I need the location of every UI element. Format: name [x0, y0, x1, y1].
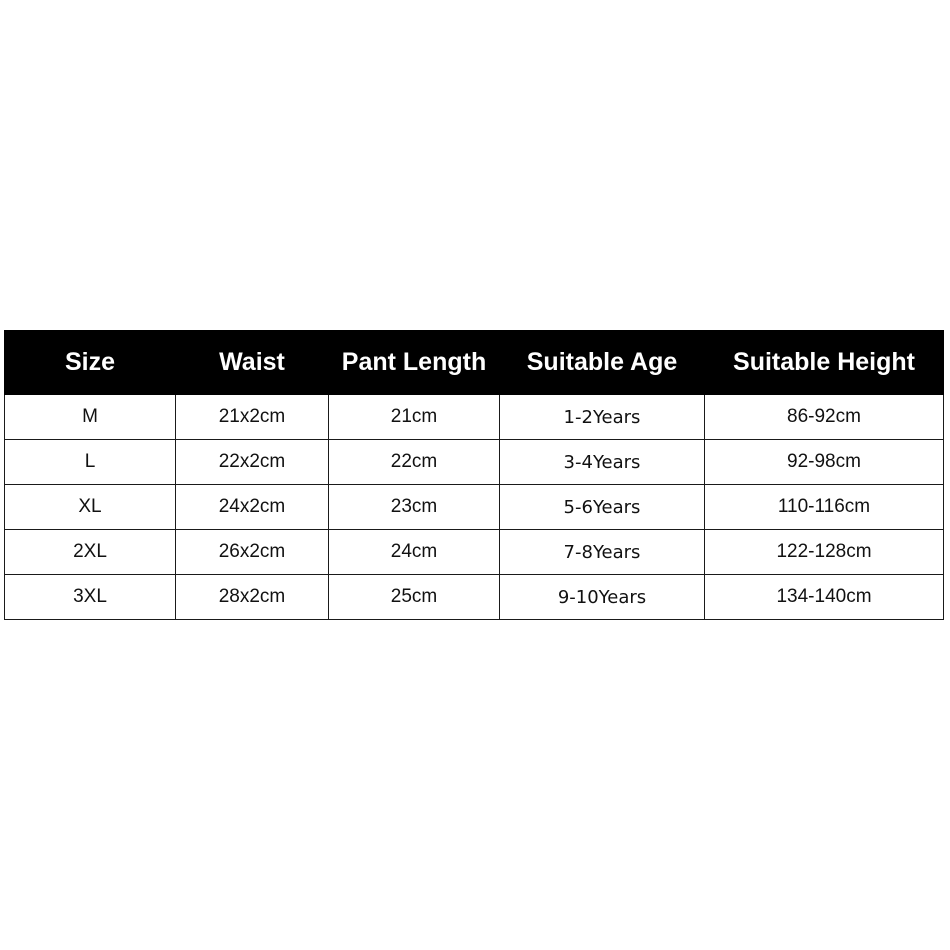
- cell-waist: 21x2cm: [176, 395, 329, 440]
- cell-size: L: [5, 440, 176, 485]
- cell-pant-length: 25cm: [329, 575, 500, 620]
- cell-pant-length: 21cm: [329, 395, 500, 440]
- cell-suitable-height: 122-128cm: [705, 530, 944, 575]
- header-size: Size: [5, 331, 176, 395]
- cell-suitable-age: 7-8Years: [500, 530, 705, 575]
- cell-waist: 26x2cm: [176, 530, 329, 575]
- cell-suitable-age: 5-6Years: [500, 485, 705, 530]
- header-suitable-age: Suitable Age: [500, 331, 705, 395]
- cell-suitable-height: 110-116cm: [705, 485, 944, 530]
- cell-pant-length: 24cm: [329, 530, 500, 575]
- table-row: [5, 575, 944, 620]
- size-chart-table: [4, 330, 944, 620]
- cell-size: M: [5, 395, 176, 440]
- cell-suitable-height: 86-92cm: [705, 395, 944, 440]
- header-pant-length: Pant Length: [329, 331, 500, 395]
- table-header: [5, 331, 944, 395]
- cell-suitable-age: 9-10Years: [500, 575, 705, 620]
- table-row: [5, 395, 944, 440]
- cell-suitable-height: 134-140cm: [705, 575, 944, 620]
- cell-pant-length: 23cm: [329, 485, 500, 530]
- header-waist: Waist: [176, 331, 329, 395]
- table-row: [5, 530, 944, 575]
- header-suitable-height: Suitable Height: [705, 331, 944, 395]
- cell-waist: 24x2cm: [176, 485, 329, 530]
- table-row: [5, 485, 944, 530]
- table-body: [5, 395, 944, 620]
- cell-pant-length: 22cm: [329, 440, 500, 485]
- cell-size: 2XL: [5, 530, 176, 575]
- cell-waist: 28x2cm: [176, 575, 329, 620]
- table-row: [5, 440, 944, 485]
- cell-waist: 22x2cm: [176, 440, 329, 485]
- cell-size: XL: [5, 485, 176, 530]
- cell-suitable-age: 1-2Years: [500, 395, 705, 440]
- cell-suitable-age: 3-4Years: [500, 440, 705, 485]
- header-row: [5, 331, 944, 395]
- cell-suitable-height: 92-98cm: [705, 440, 944, 485]
- cell-size: 3XL: [5, 575, 176, 620]
